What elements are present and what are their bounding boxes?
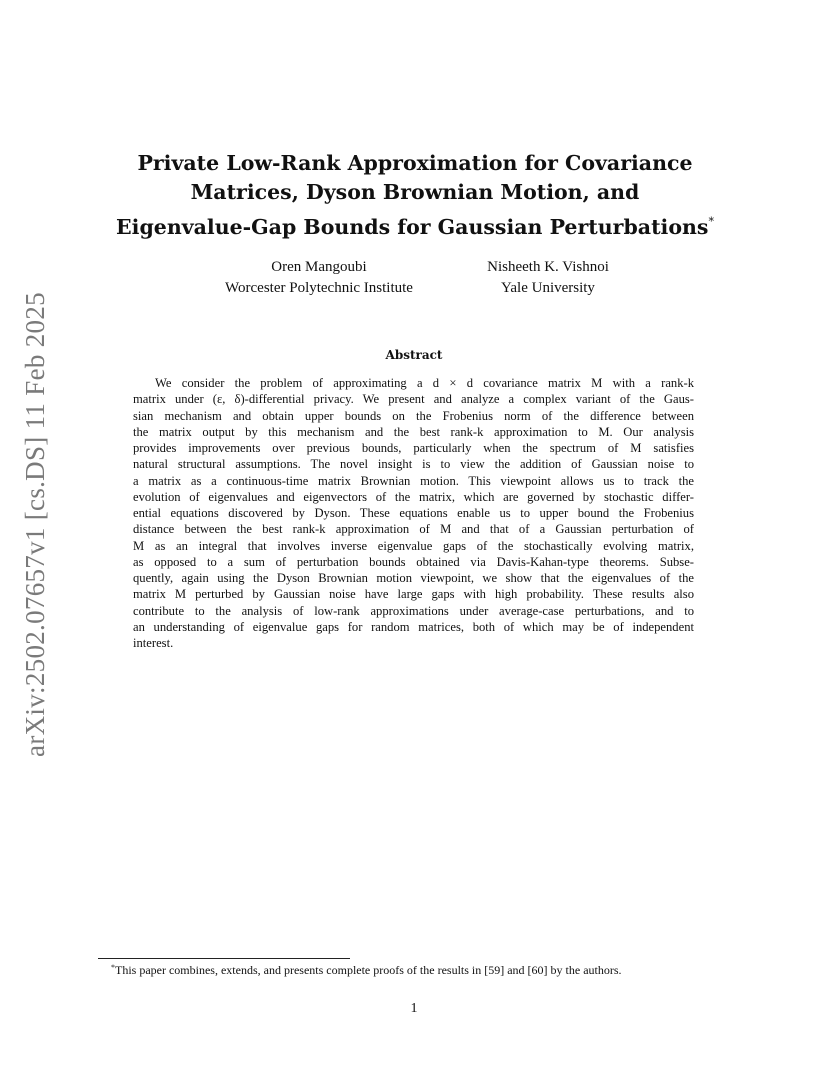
- title-footnote-marker: *: [708, 215, 714, 228]
- abstract-line: matrix under (ε, δ)-differential privacy. We present and analyze a complex variant of the Gaus-: [133, 392, 694, 407]
- author-name: Oren Mangoubi: [271, 259, 367, 275]
- arxiv-identifier-text: arXiv:2502.07657v1 [cs.DS] 11 Feb 2025: [19, 291, 50, 757]
- arxiv-identifier-stamp: [16, 289, 54, 759]
- title-line-2: Matrices, Dyson Brownian Motion, and: [190, 180, 640, 204]
- abstract-line: M as an integral that involves inverse eigenvalue gaps of the stochastically evolving matrix,: [133, 538, 694, 553]
- title-line-3: Eigenvalue-Gap Bounds for Gaussian Perturbations: [116, 215, 709, 239]
- abstract-line: interest.: [133, 636, 174, 650]
- abstract-line: We consider the problem of approximating a d × d covariance matrix M with a rank-k: [155, 376, 694, 390]
- abstract-line: ential equations discovered by Dyson. These equations enable us to upper bound the Frobenius: [133, 506, 694, 520]
- abstract-line: an understanding of eigenvalue gaps for random matrices, both of which may be of independent: [133, 619, 694, 634]
- page-number: 1: [410, 1001, 418, 1016]
- abstract-line: matrix M perturbed by Gaussian noise have large gaps with high probability. These results also: [133, 587, 694, 602]
- abstract-line: sian mechanism and obtain upper bounds on the Frobenius norm of the difference between: [133, 408, 694, 423]
- author-name: Nisheeth K. Vishnoi: [487, 259, 609, 275]
- title-line-1: Private Low-Rank Approximation for Covariance: [137, 151, 693, 175]
- abstract-line: provides improvements over previous bounds, particularly when the spectrum of M satisfies: [133, 441, 694, 455]
- abstract-line: quently, again using the Dyson Brownian motion viewpoint, we show that the eigenvalues of the: [133, 571, 694, 585]
- abstract-line: the matrix output by this mechanism and the best rank-k approximation to M. Our analysis: [133, 424, 694, 439]
- author-block-2: [458, 257, 638, 299]
- abstract-line: as opposed to a sum of perturbation bounds obtained via Davis-Kahan-type theorems. Subse-: [133, 554, 694, 569]
- footnote-marker: *: [111, 963, 115, 972]
- footnote-divider: [98, 958, 350, 959]
- abstract-body: [133, 375, 694, 651]
- paper-title: [100, 149, 730, 242]
- footnote: [111, 963, 711, 978]
- author-affiliation: Yale University: [501, 280, 595, 296]
- author-affiliation: Worcester Polytechnic Institute: [225, 280, 413, 296]
- abstract-line: contribute to the analysis of low-rank approximations under average-case perturbations, and to: [133, 603, 694, 618]
- abstract-line: a matrix as a continuous-time matrix Brownian motion. This viewpoint allows us to track the: [133, 473, 694, 488]
- abstract-line: evolution of eigenvalues and eigenvectors of the matrix, which are governed by stochastic differ-: [133, 489, 694, 504]
- abstract-line: distance between the best rank-k approximation of M and that of a Gaussian perturbation of: [133, 522, 694, 537]
- abstract-heading: Abstract: [385, 348, 443, 362]
- author-block-1: [199, 257, 439, 299]
- abstract-line: natural structural assumptions. The novel insight is to view the addition of Gaussian noise to: [133, 457, 694, 472]
- footnote-text: This paper combines, extends, and presents complete proofs of the results in [59] and [60] by the authors.: [115, 963, 622, 977]
